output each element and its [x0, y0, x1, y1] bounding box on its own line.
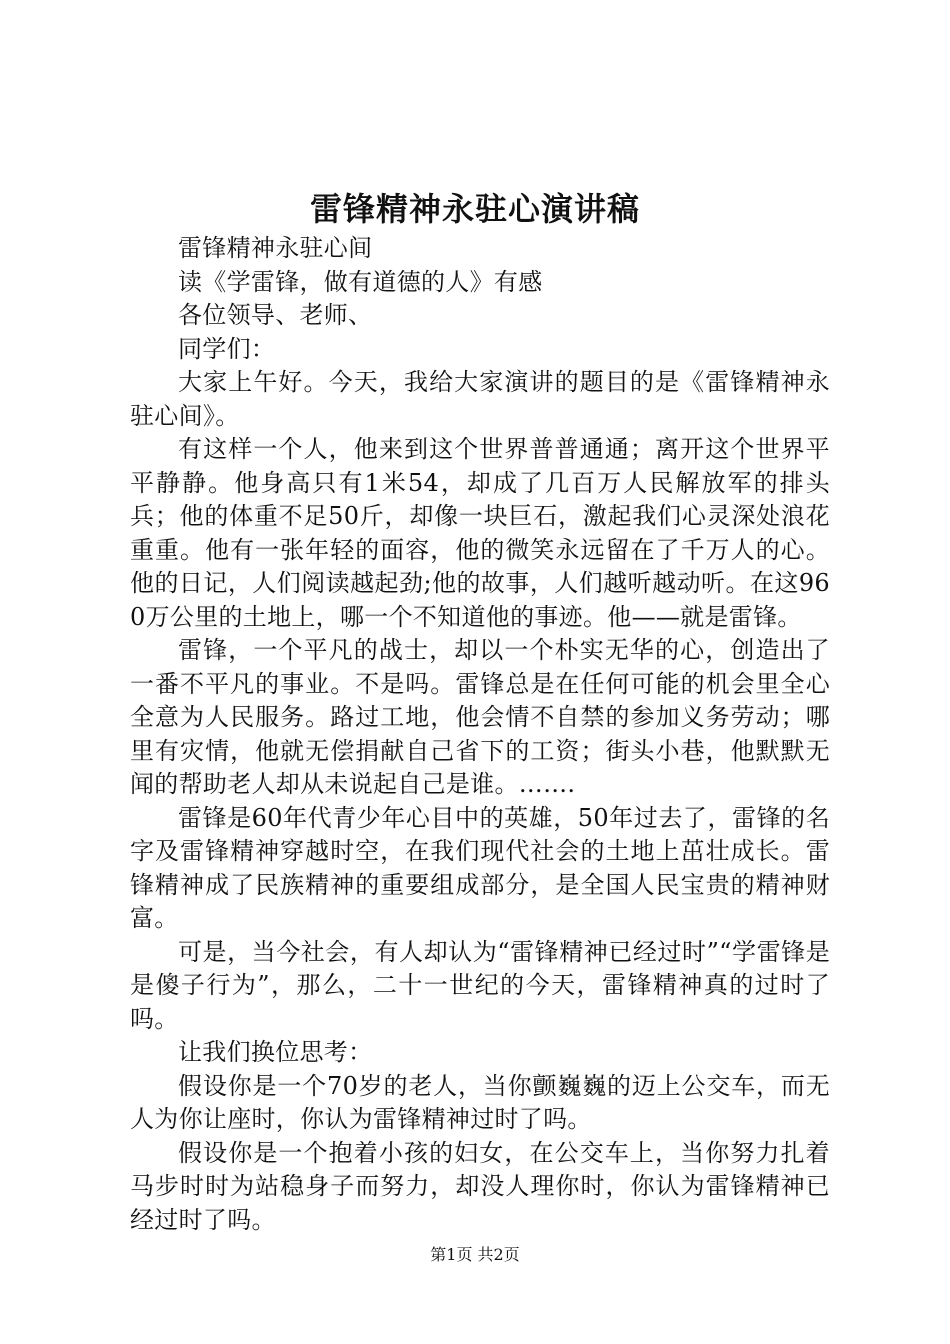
paragraph-subtitle: 雷锋精神永驻心间 — [178, 234, 373, 262]
paragraph-reading-note: 读《学雷锋，做有道德的人》有感 — [178, 267, 543, 296]
paragraph-think: 让我们换位思考： — [178, 1038, 373, 1066]
paragraph-ordinary-soldier: 雷锋，一个平凡的战士，却以一个朴实无华的心，创造出了一番不平凡的事业。不是吗。雷锋总是在任何可能的机会里全心全意为人民服务。路过工地，他会情不自禁的参加义务劳动；哪里有灾情，他就无偿捐献自己省下的工资；街头小巷，他默默无闻的帮助老人却从未说起自己是谁。……. — [130, 636, 830, 798]
paragraph-mother: 假设你是一个抱着小孩的妇女，在公交车上，当你努力扎着马步时时为站稳身子而努力，却没人理你时，你认为雷锋精神已经过时了吗。 — [130, 1138, 830, 1234]
document-title: 雷锋精神永驻心演讲稿 — [309, 190, 640, 228]
paragraph-question: 可是，当今社会，有人却认为“雷锋精神已经过时”“学雷锋是是傻子行为”，那么，二十一世纪的今天，雷锋精神真的过时了吗。 — [130, 937, 830, 1033]
paragraph-intro: 大家上午好。今天，我给大家演讲的题目的是《雷锋精神永驻心间》。 — [130, 368, 830, 430]
paragraph-elderly: 假设你是一个70岁的老人，当你颤巍巍的迈上公交车，而无人为你让座时，你认为雷锋精神过时了吗。 — [130, 1071, 830, 1133]
paragraph-greeting-students: 同学们： — [178, 334, 276, 363]
paragraph-who-is-leifeng: 有这样一个人，他来到这个世界普普通通；离开这个世界平平静静。他身高只有1米54，却成了几百万人民解放军的排头兵；他的体重不足50斤，却像一块巨石，激起我们心灵深处浪花重重。他有一张年轻的面容，他的微笑永远留在了千万人的心。他的日记，人们阅读越起劲;他的故事，人们越听越动听。在这960万公里的土地上，哪一个不知道他的事迹。他——就是雷锋。 — [130, 435, 830, 631]
paragraph-greeting-leaders: 各位领导、老师、 — [178, 301, 373, 329]
paragraph-hero-of-60s: 雷锋是60年代青少年心目中的英雄，50年过去了，雷锋的名字及雷锋精神穿越时空，在我们现代社会的土地上茁壮成长。雷锋精神成了民族精神的重要组成部分，是全国人民宝贵的精神财富。 — [130, 803, 830, 932]
document-body — [130, 232, 830, 1237]
page-footer: 第1页 共2页 — [430, 1245, 520, 1264]
